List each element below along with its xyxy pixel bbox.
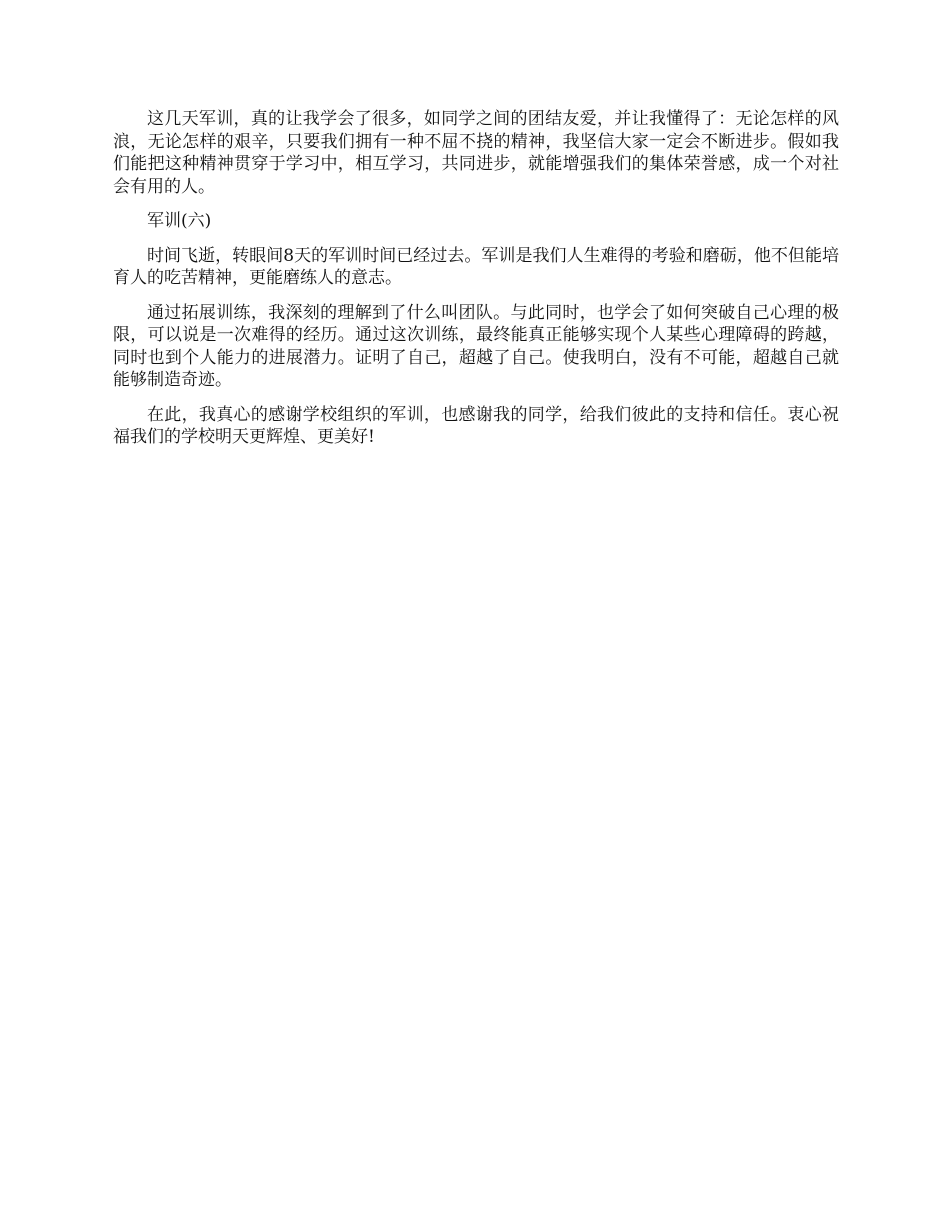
paragraph-3: 通过拓展训练，我深刻的理解到了什么叫团队。与此同时，也学会了如何突破自己心理的极限，可以说是一次难得的经历。通过这次训练，最终能真正能够实现个人某些心理障碍的跨越，同时也到个人能力的进展潜力。证明了自己，超越了自己。使我明白，没有不可能，超越自己就能够制造奇迹。 <box>113 302 839 390</box>
paragraph-1: 这几天军训，真的让我学会了很多，如同学之间的团结友爱，并让我懂得了：无论怎样的风浪，无论怎样的艰辛，只要我们拥有一种不屈不挠的精神，我坚信大家一定会不断进步。假如我们能把这种精神贯穿于学习中，相互学习，共同进步，就能增强我们的集体荣誉感，成一个对社会有用的人。 <box>113 109 839 197</box>
paragraph-4: 在此，我真心的感谢学校组织的军训，也感谢我的同学，给我们彼此的支持和信任。衷心祝福我们的学校明天更辉煌、更美好! <box>113 404 839 447</box>
document-page <box>113 108 839 461</box>
section-heading: 军训(六) <box>147 211 212 231</box>
paragraph-2: 时间飞逝，转眼间8天的军训时间已经过去。军训是我们人生难得的考验和磨砺，他不但能培育人的吃苦精神，更能磨练人的意志。 <box>113 245 839 288</box>
